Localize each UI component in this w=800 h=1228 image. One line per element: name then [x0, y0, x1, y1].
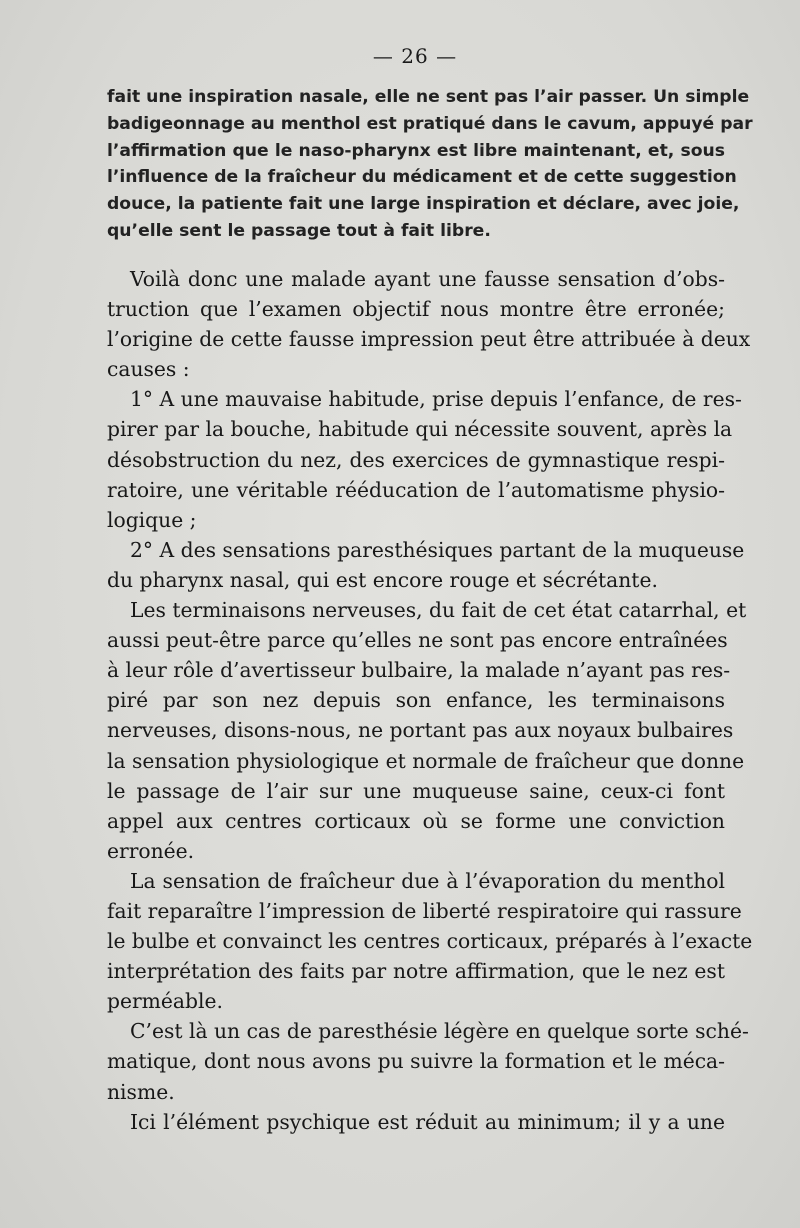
- text-line: logique ;: [107, 507, 197, 532]
- paragraph-conclusion: [107, 264, 751, 384]
- text-line: à leur rôle d’avertisseur bulbaire, la malade n’ayant pas res-: [107, 658, 731, 683]
- paragraph-cause-2: [107, 535, 745, 595]
- text-line: 1° A une mauvaise habitude, prise depuis l’enfance, de res-: [130, 387, 742, 412]
- text-line: causes :: [107, 357, 190, 382]
- text-line: du pharynx nasal, qui est encore rouge et sécrétante.: [107, 567, 658, 592]
- text-line: le passage de l’air sur une muqueuse saine, ceux-ci font: [107, 778, 725, 803]
- paragraph-psychic: [107, 1107, 725, 1137]
- text-line: perméable.: [107, 989, 223, 1014]
- text-line: fait reparaître l’impression de liberté respiratoire qui rassure: [107, 898, 742, 923]
- intro-line: l’affirmation que le naso-pharynx est libre maintenant, et, sous: [107, 140, 725, 161]
- intro-line: douce, la patiente fait une large inspiration et déclare, avec joie,: [107, 194, 740, 215]
- text-line: l’origine de cette fausse impression peut être attribuée à deux: [107, 327, 751, 352]
- intro-line: badigeonnage au menthol est pratiqué dans le cavum, appuyé par: [107, 113, 753, 134]
- text-line: Voilà donc une malade ayant une fausse sensation d’obs-: [130, 267, 725, 291]
- text-line: piré par son nez depuis son enfance, les terminaisons: [107, 688, 725, 713]
- paragraph-menthol: [107, 866, 753, 1016]
- text-line: matique, dont nous avons pu suivre la formation et le méca-: [107, 1049, 725, 1074]
- text-line: appel aux centres corticaux où se forme une conviction: [107, 808, 725, 833]
- intro-paragraph: [107, 84, 753, 245]
- text-line: Ici l’élément psychique est réduit au minimum; il y a une: [130, 1109, 725, 1134]
- text-line: C’est là un cas de paresthésie légère en quelque sorte sché-: [130, 1019, 749, 1044]
- text-line: La sensation de fraîcheur due à l’évaporation du menthol: [130, 868, 725, 893]
- text-line: interprétation des faits par notre affirmation, que le nez est: [107, 959, 725, 984]
- paragraph-paresthesia: [107, 1016, 749, 1106]
- intro-line: l’influence de la fraîcheur du médicament et de cette suggestion: [107, 167, 737, 188]
- text-line: la sensation physiologique et normale de fraîcheur que donne: [107, 748, 745, 773]
- text-line: ratoire, une véritable rééducation de l’automatisme physio-: [107, 477, 725, 502]
- paragraph-nerve-endings: [107, 595, 747, 866]
- main-text: [107, 264, 753, 1137]
- text-line: erronée.: [107, 838, 195, 863]
- text-line: 2° A des sensations paresthésiques partant de la muqueuse: [130, 537, 745, 562]
- text-line: Les terminaisons nerveuses, du fait de cet état catarrhal, et: [130, 598, 747, 623]
- text-line: pirer par la bouche, habitude qui nécessite souvent, après la: [107, 417, 733, 442]
- text-line: nisme.: [107, 1079, 175, 1104]
- text-line: truction que l’examen objectif nous montre être erronée;: [107, 297, 725, 322]
- page-number: — 26 —: [372, 44, 458, 68]
- paragraph-cause-1: [107, 384, 742, 534]
- text-line: le bulbe et convainct les centres corticaux, préparés à l’exacte: [107, 929, 753, 954]
- intro-line: fait une inspiration nasale, elle ne sent pas l’air passer. Un simple: [107, 87, 750, 107]
- intro-line: qu’elle sent le passage tout à fait libre.: [107, 220, 491, 241]
- text-line: aussi peut-être parce qu’elles ne sont pas encore entraînées: [107, 628, 728, 653]
- text-line: nerveuses, disons-nous, ne portant pas aux noyaux bulbaires: [107, 718, 734, 743]
- text-line: désobstruction du nez, des exercices de gymnastique respi-: [107, 447, 725, 472]
